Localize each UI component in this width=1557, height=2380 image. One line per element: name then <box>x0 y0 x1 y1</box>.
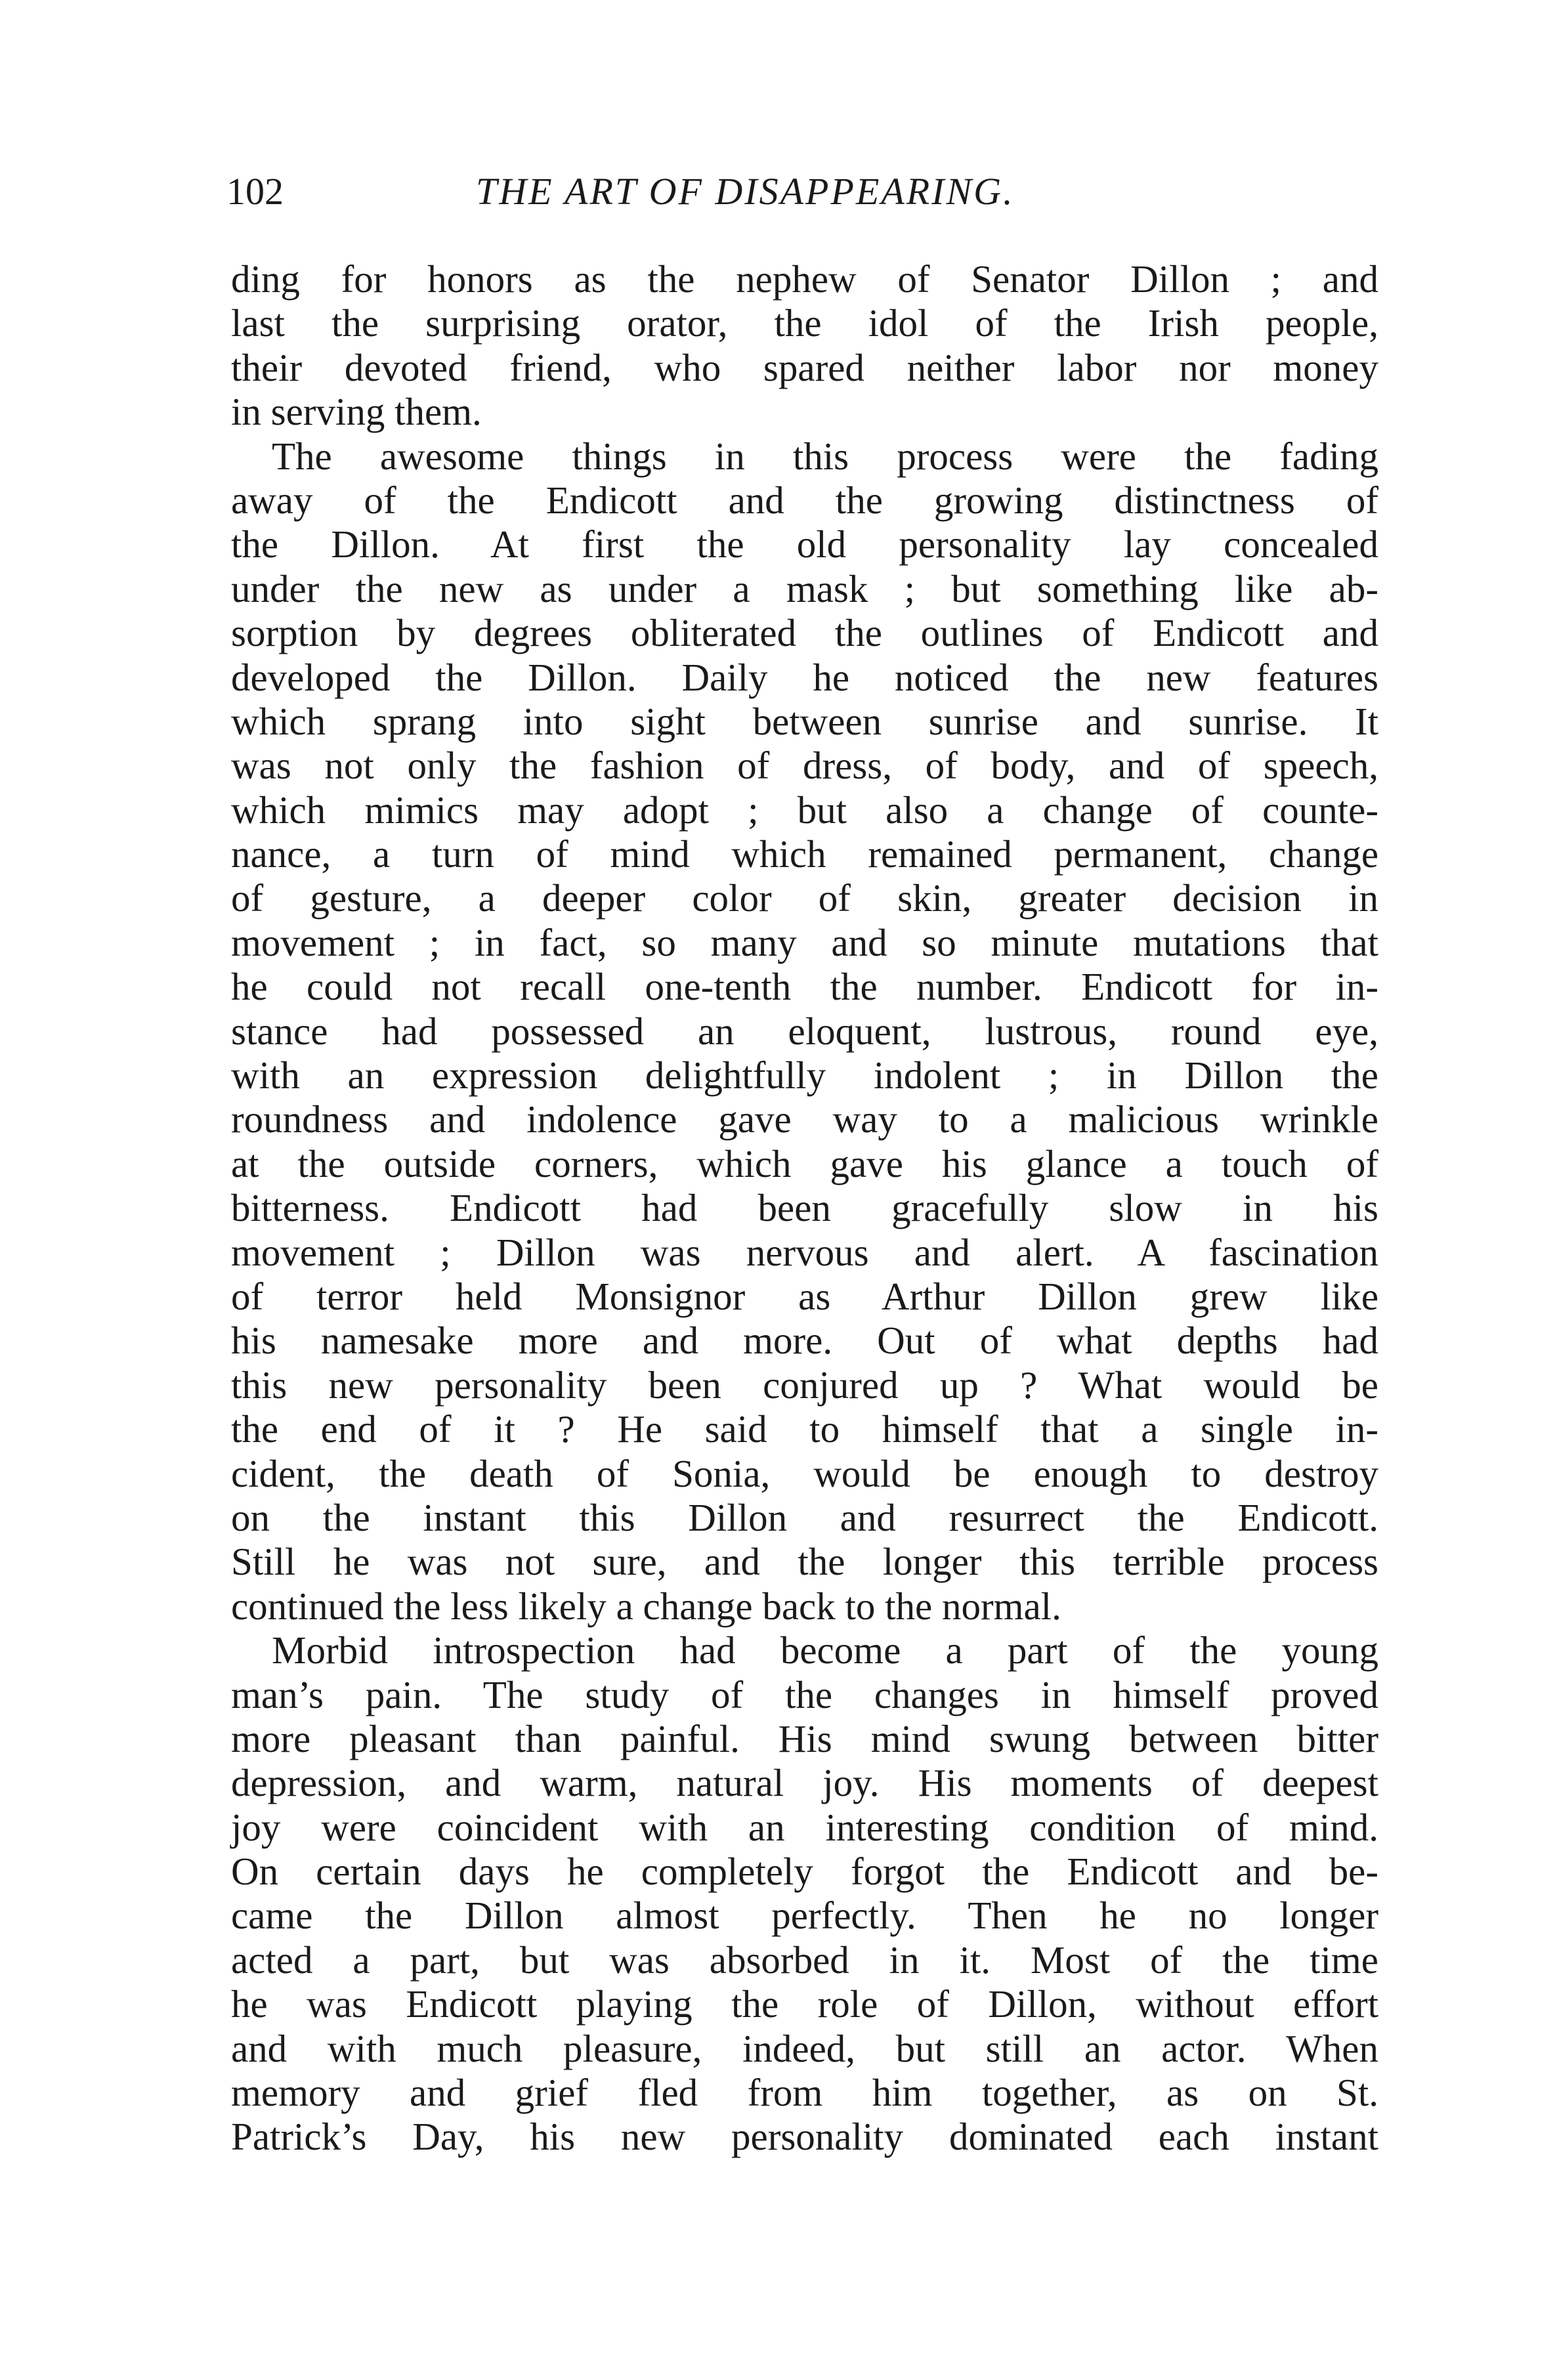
text-line: nance, a turn of mind which remained permanent, change <box>231 832 1378 876</box>
text-line: developed the Dillon. Daily he noticed the new features <box>231 655 1378 699</box>
text-line: Patrick’s Day, his new personality dominated each instant <box>231 2115 1378 2159</box>
body-text <box>231 257 1378 2159</box>
text-line: and with much pleasure, indeed, but still an actor. When <box>231 2026 1378 2070</box>
text-line: acted a part, but was absorbed in it. Most of the time <box>231 1938 1378 1982</box>
running-head <box>226 165 1388 218</box>
text-line: the Dillon. At first the old personality lay concealed <box>231 522 1378 566</box>
text-line: The awesome things in this process were the fading <box>272 434 1378 478</box>
text-line: Still he was not sure, and the longer this terrible process <box>231 1540 1378 1584</box>
running-title: THE ART OF DISAPPEARING. <box>476 170 1015 213</box>
text-line: movement ; Dillon was nervous and alert. A fascination <box>231 1230 1378 1274</box>
text-line: away of the Endicott and the growing distinctness of <box>231 478 1378 522</box>
text-line: more pleasant than painful. His mind swung between bitter <box>231 1716 1378 1760</box>
text-line: he could not recall one-tenth the number. Endicott for in- <box>231 965 1378 1009</box>
text-line: their devoted friend, who spared neither labor nor money <box>231 345 1378 389</box>
text-line: joy were coincident with an interesting condition of mind. <box>231 1805 1378 1849</box>
text-line: he was Endicott playing the role of Dillon, without effort <box>231 1982 1378 2026</box>
text-line: which sprang into sight between sunrise and sunrise. It <box>231 699 1378 743</box>
text-line: depression, and warm, natural joy. His moments of deepest <box>231 1761 1378 1805</box>
text-line: ding for honors as the nephew of Senator Dillon ; and <box>231 257 1378 301</box>
text-line: roundness and indolence gave way to a malicious wrinkle <box>231 1097 1378 1141</box>
text-line: which mimics may adopt ; but also a change of counte- <box>231 788 1378 832</box>
text-line: with an expression delightfully indolent ; in Dillon the <box>231 1053 1378 1097</box>
text-line: of terror held Monsignor as Arthur Dillon grew like <box>231 1274 1378 1318</box>
text-line: on the instant this Dillon and resurrect the Endicott. <box>231 1495 1378 1539</box>
text-line: movement ; in fact, so many and so minute mutations that <box>231 920 1378 964</box>
text-line: Morbid introspection had become a part of the young <box>272 1628 1378 1672</box>
text-line: memory and grief fled from him together, as on St. <box>231 2071 1378 2115</box>
text-line: of gesture, a deeper color of skin, greater decision in <box>231 876 1378 920</box>
page-number: 102 <box>226 170 284 213</box>
text-line: this new personality been conjured up ? What would be <box>231 1363 1378 1407</box>
text-line: On certain days he completely forgot the Endicott and be- <box>231 1850 1378 1894</box>
text-line: was not only the fashion of dress, of body, and of speech, <box>231 744 1378 788</box>
text-line: last the surprising orator, the idol of the Irish people, <box>231 301 1378 345</box>
text-line: under the new as under a mask ; but something like ab- <box>231 566 1378 610</box>
text-line: his namesake more and more. Out of what depths had <box>231 1319 1378 1363</box>
text-line: man’s pain. The study of the changes in himself proved <box>231 1672 1378 1716</box>
text-line: continued the less likely a change back to the normal. <box>231 1584 1061 1628</box>
text-line: bitterness. Endicott had been gracefully slow in his <box>231 1186 1378 1230</box>
text-line: the end of it ? He said to himself that a single in- <box>231 1407 1378 1451</box>
text-line: in serving them. <box>231 390 482 434</box>
text-line: at the outside corners, which gave his glance a touch of <box>231 1141 1378 1185</box>
text-line: sorption by degrees obliterated the outlines of Endicott and <box>231 611 1378 655</box>
text-line: stance had possessed an eloquent, lustrous, round eye, <box>231 1009 1378 1053</box>
text-line: came the Dillon almost perfectly. Then he no longer <box>231 1894 1378 1938</box>
text-line: cident, the death of Sonia, would be enough to destroy <box>231 1451 1378 1495</box>
